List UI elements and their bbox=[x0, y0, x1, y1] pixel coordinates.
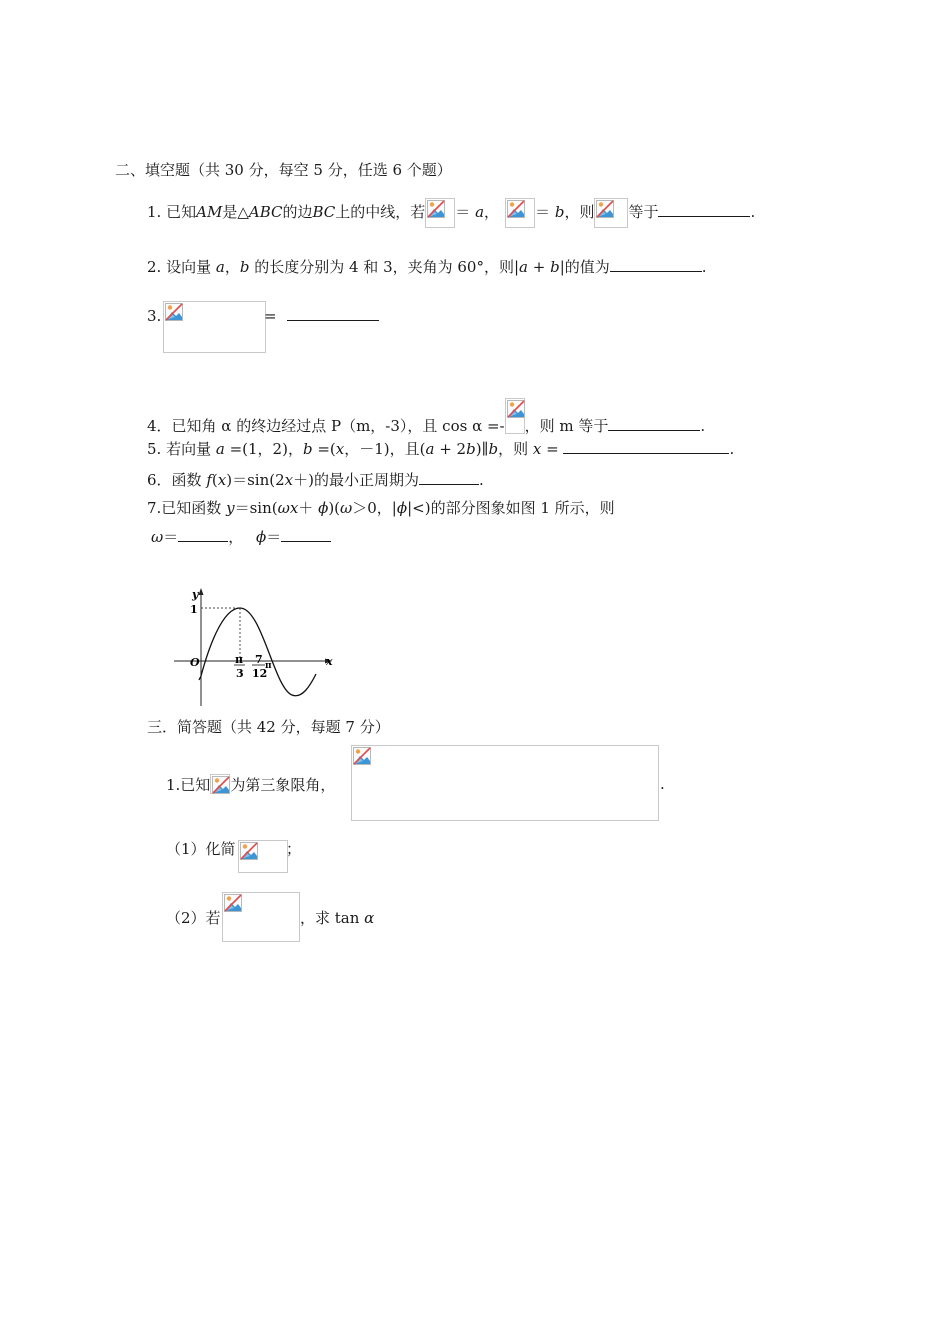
s3q1-text: 1.已知 bbox=[166, 776, 211, 794]
question-number: 1. bbox=[147, 203, 162, 221]
question-3 bbox=[264, 306, 379, 326]
q2-text: + bbox=[527, 258, 551, 276]
part-2-text: ，求 tan bbox=[300, 909, 365, 927]
question-7-answers bbox=[151, 527, 331, 547]
q1-text: ，则 bbox=[564, 203, 595, 221]
q5-text: )∥ bbox=[475, 440, 489, 458]
answer-blank-omega[interactable] bbox=[178, 527, 228, 542]
question-number: 6． bbox=[147, 471, 172, 489]
question-4 bbox=[147, 398, 705, 436]
var-b: b bbox=[302, 440, 313, 458]
x-axis-label: x bbox=[326, 655, 333, 668]
answer-blank[interactable] bbox=[419, 470, 479, 485]
origin-label: O bbox=[190, 656, 200, 669]
formula-image-vector-ab bbox=[425, 198, 455, 228]
q5-text: ，－1)，且( bbox=[344, 440, 426, 458]
var-omega: ω bbox=[151, 528, 164, 546]
question-5 bbox=[147, 439, 734, 459]
q4-text: . bbox=[700, 417, 706, 435]
formula-image-f-alpha bbox=[351, 745, 659, 821]
sine-graph-figure bbox=[168, 582, 340, 712]
var-a: a bbox=[215, 258, 225, 276]
q7-text: )( bbox=[328, 499, 341, 517]
part-1-end: ； bbox=[286, 840, 302, 858]
q5-text: = bbox=[541, 440, 564, 458]
q2-text: |的值为 bbox=[559, 258, 610, 276]
var-a: a bbox=[519, 258, 528, 276]
q6-text: ( bbox=[211, 471, 218, 489]
var-omega: ω bbox=[277, 499, 290, 517]
q7-text: |<)的部分图象如图 1 所示，则 bbox=[407, 499, 615, 517]
var-x: x bbox=[532, 440, 542, 458]
var-f: f bbox=[206, 471, 212, 489]
q4-text: 4．已知角 α 的终边经过点 P（m，-3），且 cos α =- bbox=[147, 417, 505, 435]
q5-text: =( bbox=[312, 440, 336, 458]
question-7 bbox=[147, 498, 615, 518]
var-a: a bbox=[215, 440, 225, 458]
broken-image-icon bbox=[507, 400, 525, 418]
var-phi: ϕ bbox=[256, 528, 267, 546]
formula-image-condition bbox=[222, 892, 300, 942]
q7-text: ＝ bbox=[266, 528, 282, 546]
tick-pi-small: π bbox=[265, 661, 272, 671]
var-phi: ϕ bbox=[396, 499, 408, 517]
var-phi: ϕ bbox=[318, 499, 329, 517]
q7-text: ＞0，| bbox=[352, 499, 397, 517]
y-axis-arrow bbox=[199, 588, 204, 595]
question-2 bbox=[147, 257, 707, 277]
short-answer-part-2: （2）若 bbox=[166, 909, 221, 927]
part-2-tail bbox=[300, 908, 374, 928]
var-alpha: α bbox=[364, 909, 375, 927]
section-heading-short-answer: 三．简答题（共 42 分，每题 7 分） bbox=[147, 718, 390, 736]
var-bc: BC bbox=[312, 203, 336, 221]
broken-image-icon bbox=[507, 200, 525, 218]
q7-text: ， bbox=[228, 528, 244, 546]
q2-text: 的长度分别为 4 和 3，夹角为 60°，则| bbox=[249, 258, 520, 276]
answer-blank[interactable] bbox=[563, 439, 729, 454]
q2-text: 设向量 bbox=[166, 258, 216, 276]
q1-text: 已知 bbox=[166, 203, 197, 221]
var-b: b bbox=[466, 440, 476, 458]
formula-image-alpha bbox=[210, 774, 230, 794]
q4-text: ，则 m 等于 bbox=[524, 417, 609, 435]
answer-blank[interactable] bbox=[287, 306, 379, 321]
var-b: b bbox=[239, 258, 250, 276]
tick-pi: π bbox=[235, 653, 244, 666]
var-x: x bbox=[217, 471, 227, 489]
q6-text: ＋)的最小正周期为 bbox=[293, 471, 419, 489]
q7-text: 7.已知函数 bbox=[147, 499, 227, 517]
broken-image-icon bbox=[427, 200, 445, 218]
var-am: AM bbox=[196, 203, 223, 221]
var-a: a bbox=[425, 440, 435, 458]
q1-text: ＝ bbox=[535, 203, 555, 221]
s3q1-text: 为第三象限角， bbox=[230, 776, 336, 794]
tick-three: 3 bbox=[236, 667, 244, 680]
short-answer-part-1: （1）化简 bbox=[166, 840, 236, 858]
q5-text: =(1，2)， bbox=[224, 440, 303, 458]
var-a: a bbox=[475, 203, 485, 221]
y-tick-one: 1 bbox=[190, 603, 198, 616]
q1-text: . bbox=[750, 203, 756, 221]
broken-image-icon bbox=[165, 303, 183, 321]
answer-blank[interactable] bbox=[610, 257, 702, 272]
formula-image-vector-am bbox=[594, 198, 628, 228]
q1-text: 的边 bbox=[282, 203, 313, 221]
s3q1-end: . bbox=[660, 775, 665, 793]
q1-text: ＝ bbox=[455, 203, 476, 221]
var-omega: ω bbox=[340, 499, 353, 517]
question-number: 2. bbox=[147, 258, 162, 276]
answer-blank[interactable] bbox=[608, 416, 700, 431]
question-3-number: 3. bbox=[147, 307, 162, 325]
answer-blank[interactable] bbox=[658, 202, 750, 217]
answer-blank-phi[interactable] bbox=[281, 527, 331, 542]
var-x: x bbox=[289, 499, 299, 517]
question-6 bbox=[147, 470, 484, 490]
tick-seven: 7 bbox=[255, 653, 263, 666]
q5-text: ，则 bbox=[498, 440, 533, 458]
question-number: 5. bbox=[147, 440, 162, 458]
var-y: y bbox=[226, 499, 235, 517]
var-abc: ABC bbox=[248, 203, 283, 221]
q6-text: )＝sin(2 bbox=[226, 471, 285, 489]
q7-text: ＝sin( bbox=[234, 499, 278, 517]
q7-text: ＋ bbox=[298, 499, 319, 517]
q2-text: . bbox=[701, 258, 707, 276]
q5-text: . bbox=[729, 440, 735, 458]
sine-curve bbox=[201, 608, 316, 696]
q1-text: 上的中线，若 bbox=[335, 203, 426, 221]
broken-image-icon bbox=[596, 200, 614, 218]
question-1 bbox=[147, 198, 755, 228]
var-b: b bbox=[488, 440, 499, 458]
short-answer-q1 bbox=[166, 774, 335, 795]
var-x: x bbox=[335, 440, 345, 458]
q6-text: 函数 bbox=[171, 471, 207, 489]
var-b: b bbox=[550, 258, 560, 276]
broken-image-icon bbox=[212, 776, 230, 794]
q2-text: ， bbox=[224, 258, 240, 276]
formula-image-q3 bbox=[163, 301, 266, 353]
var-x: x bbox=[284, 471, 294, 489]
q7-text: ＝ bbox=[163, 528, 179, 546]
section-heading-fill-in: 二、填空题（共 30 分，每空 5 分，任选 6 个题） bbox=[115, 161, 452, 179]
broken-image-icon bbox=[353, 747, 371, 765]
q5-text: + 2 bbox=[434, 440, 467, 458]
var-b: b bbox=[554, 203, 565, 221]
q1-text: ， bbox=[484, 203, 500, 221]
q6-text: . bbox=[478, 471, 484, 489]
tick-twelve: 12 bbox=[252, 667, 268, 680]
formula-image-f-alpha-small bbox=[238, 840, 288, 873]
broken-image-icon bbox=[240, 842, 258, 860]
formula-image-fraction bbox=[505, 398, 525, 434]
y-axis-label: y bbox=[192, 588, 199, 601]
q1-text: 等于 bbox=[628, 203, 659, 221]
q5-text: 若向量 bbox=[166, 440, 216, 458]
q1-text: 是△ bbox=[222, 203, 249, 221]
broken-image-icon bbox=[224, 894, 242, 912]
q3-equals: = bbox=[264, 307, 277, 325]
formula-image-vector-ac bbox=[505, 198, 535, 228]
